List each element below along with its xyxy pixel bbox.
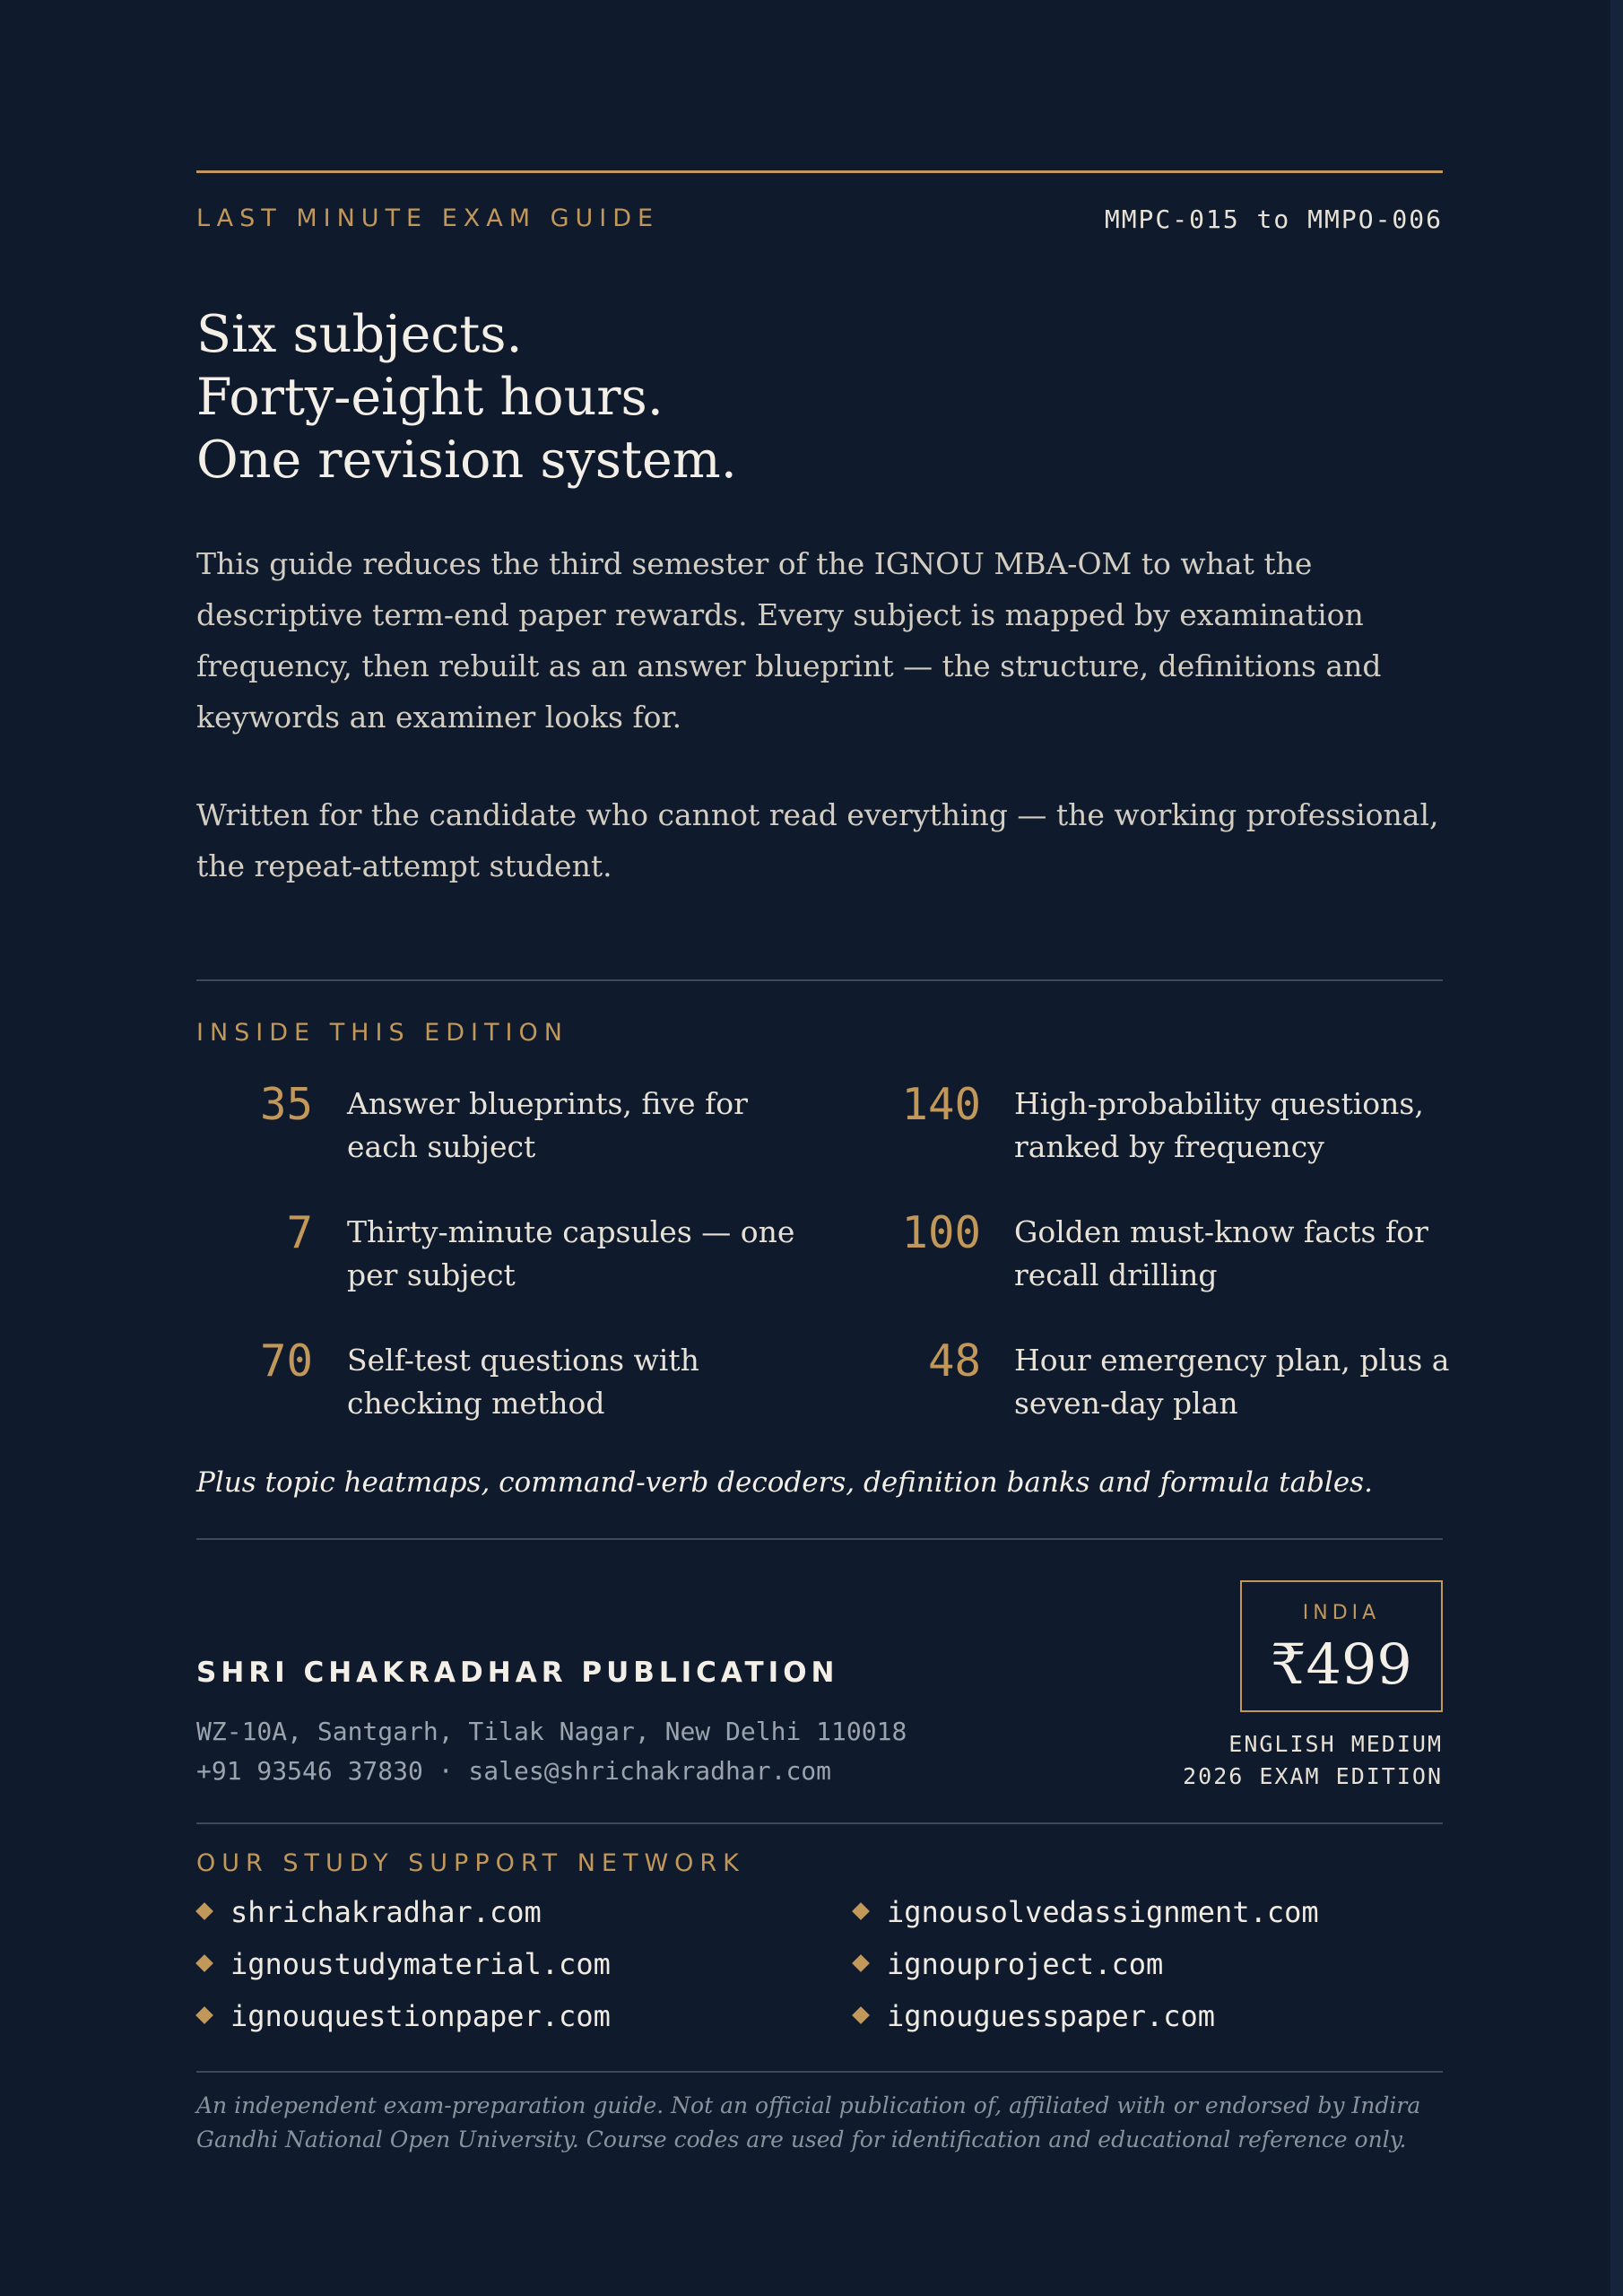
disclaimer: An independent exam-preparation guide. Not an official publication of, affiliated with or endorsed by Indira Gandhi National Open University. Course codes are used for identification and educational reference only. [196, 2092, 1421, 2152]
network-link-text: ignousolvedassignment.com [887, 1895, 1319, 1929]
network-link-text: shrichakradhar.com [230, 1895, 542, 1929]
divider [196, 979, 1443, 981]
contact-line: +91 93546 37830 · sales@shrichakradhar.com [196, 1756, 832, 1786]
network-link-text: ignouguesspaper.com [887, 1999, 1216, 2033]
stat-description: Answer blueprints, five for each subject [347, 1086, 748, 1164]
header-row [196, 204, 1443, 258]
network-link-text: ignouproject.com [887, 1947, 1164, 1981]
stat-description: Golden must-know facts for recall drilling [1014, 1214, 1428, 1292]
stat-description: Thirty-minute capsules — one per subject [347, 1214, 795, 1292]
address-line: WZ-10A, Santgarh, Tilak Nagar, New Delhi 110018 [196, 1717, 907, 1746]
publisher-block [196, 1540, 1443, 1822]
intro-paragraph: This guide reduces the third semester of the IGNOU MBA-OM to what the descriptive term-end paper rewards. Every subject is mapped by examination frequency, then rebuilt as an answer blueprint — the structure, definitions and keywords an examiner looks for. [196, 546, 1382, 735]
price-country: INDIA [1302, 1602, 1381, 1624]
edition-label: 2026 EXAM EDITION [1183, 1763, 1443, 1789]
diamond-bullet-icon [852, 2006, 870, 2024]
inside-edition-label: INSIDE THIS EDITION [196, 1019, 568, 1047]
network-label: OUR STUDY SUPPORT NETWORK [196, 1849, 745, 1877]
stat-number: 48 [927, 1335, 981, 1387]
stat-number: 7 [286, 1207, 313, 1258]
network-link[interactable] [196, 1947, 611, 1981]
stat-description: Self-test questions with checking method [347, 1343, 699, 1421]
top-gold-rule [196, 170, 1443, 173]
diamond-bullet-icon [852, 1954, 870, 1972]
stat-item [196, 1335, 1450, 1447]
publisher-address [196, 1712, 907, 1791]
edge-strip [1610, 0, 1623, 2296]
plus-note: Plus topic heatmaps, command-verb decoders, definition banks and formula tables. [196, 1466, 1373, 1499]
network-link-text: ignouquestionpaper.com [230, 1999, 611, 2033]
diamond-bullet-icon [852, 1902, 870, 1920]
diamond-bullet-icon [195, 1902, 213, 1920]
network-link[interactable] [853, 1999, 1215, 2033]
network-link[interactable] [853, 1947, 1163, 1981]
stat-description: Hour emergency plan, plus a seven-day plan [1014, 1343, 1450, 1421]
network-list [196, 1895, 1443, 2057]
content [196, 170, 1450, 2157]
headline-line: Forty-eight hours. [196, 368, 664, 427]
diamond-bullet-icon [195, 2006, 213, 2024]
audience-paragraph: Written for the candidate who cannot read everything — the working professional, the repeat-attempt student. [196, 797, 1439, 883]
course-codes: MMPC-015 to MMPO-006 [1104, 204, 1443, 234]
divider [196, 1822, 1443, 1824]
stat-number: 70 [259, 1335, 313, 1387]
headline-line: One revision system. [196, 430, 737, 490]
network-link-text: ignoustudymaterial.com [230, 1947, 611, 1981]
price-box [1240, 1580, 1443, 1712]
headline-line: Six subjects. [196, 305, 523, 364]
stat-item [196, 1207, 1428, 1318]
network-link[interactable] [196, 1999, 611, 2033]
stat-number: 35 [259, 1079, 313, 1130]
stats-grid [196, 1079, 1450, 1459]
edition-info [1183, 1728, 1443, 1793]
divider [196, 2071, 1443, 2073]
stat-number: 100 [901, 1207, 981, 1258]
stat-number: 140 [901, 1079, 981, 1130]
headline [196, 303, 1443, 491]
stat-description: High-probability questions, ranked by frequency [1014, 1086, 1424, 1164]
kicker-label: LAST MINUTE EXAM GUIDE [196, 204, 660, 232]
medium-label: ENGLISH MEDIUM [1228, 1731, 1443, 1757]
price-value: ₹499 [1271, 1631, 1412, 1697]
publisher-name: SHRI CHAKRADHAR PUBLICATION [196, 1657, 839, 1689]
diamond-bullet-icon [195, 1954, 213, 1972]
network-link[interactable] [853, 1895, 1319, 1929]
stat-item [196, 1079, 1424, 1190]
network-link[interactable] [196, 1895, 542, 1929]
